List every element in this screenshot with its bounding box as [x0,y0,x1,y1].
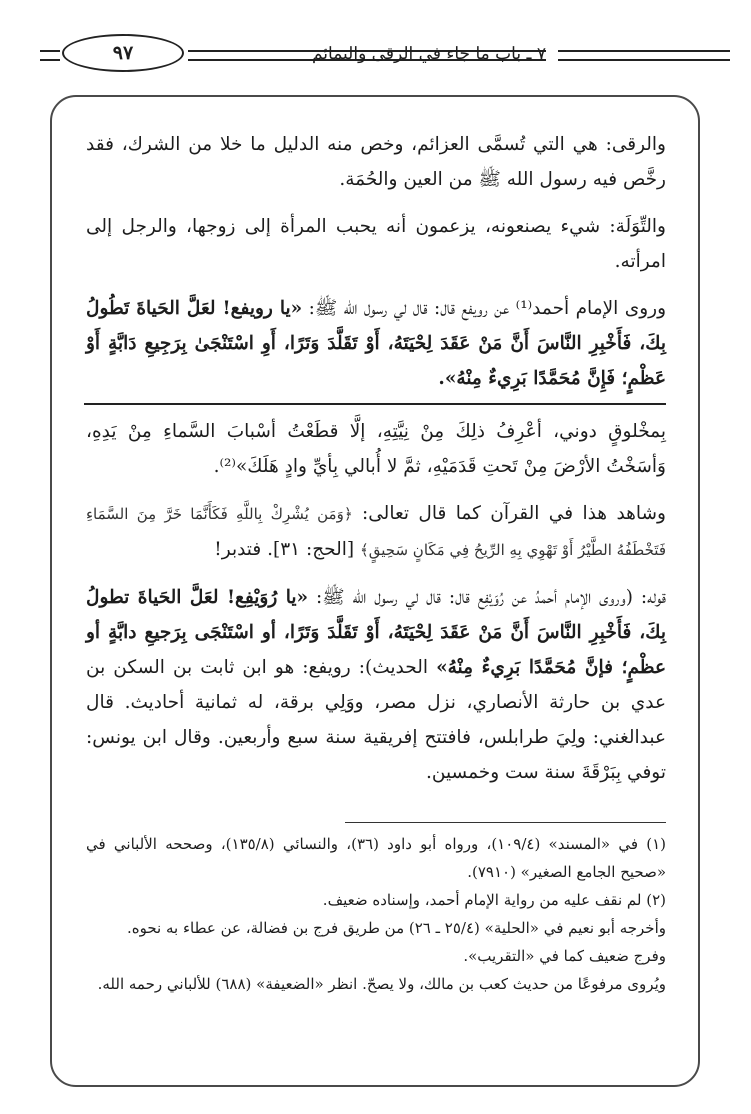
chapter-title: ٧ ـ باب ما جاء في الرقى والتمائم [311,44,546,64]
header-rule-right [558,50,730,61]
hadith-text: «يا رويفع! لعَلَّ الحَياةَ تَطُولُ بِكَ، فَأَخْبِرِ النَّاسَ أَنَّ مَنْ عَقَدَ لِحْيَتَهُ، أَوْ تَقَلَّدَ وَتَرًا، أَوِ اسْتَنْجَىٰ بِرَجِيعِ دَابَّةٍ أَوْ عَظْمٍ؛ فَإِنَّ مُحَمَّدًا بَرِيءٌ مِنْهُ». [86,298,666,389]
main-text-block [86,127,666,396]
paragraph-tiwala: والتِّوَلَة: شيء يصنعونه، يزعمون أنه يحبب المرأة إلى زوجها، والرجل إلى امرأته. [86,216,666,272]
hadith-intro: وروى الإمام أحمد⁽¹⁾ عن رويفع قال: قال لي رسول الله ﷺ: [302,298,667,319]
commentary-hadith: «يا رُوَيْفِع! لعَلَّ الحَياةَ تطولُ بِكَ، فَأَخْبِرِ النَّاسَ أَنَّ مَنْ عَقَدَ لِحْيَتَهُ، أَوْ تَقَلَّدَ وَتَرًا، أو اسْتَنْجَى بِرَجيعِ دابَّةٍ أو عظْمٍ؛ فإنَّ مُحَمَّدًا بَرِيءٌ مِنْهُ» [86,587,666,678]
witness-reference: [الحج: ٣١]. فتدبر! [214,539,360,560]
commentary-narrator: الحديث): رويفع: هو ابن ثابت بن السكن بن عدي بن حارثة الأنصاري، نزل مصر، ووَلِي برقة، له ثمانية أحاديث. قال عبدالغني: ولِيَ طرابلس، فافتتح إفريقية سنة سبع وأربعين. وقال ابن يونس: توفي بِبَرْقَةَ سنة ست وخمسين. [86,657,666,783]
footnote-1: (١) في «المسند» (١٠٩/٤)، ورواه أبو داود (٣٦)، والنسائي (١٣٥/٨)، وصححه الألباني في «صحيح الجامع الصغير» (٧٩١٠). [86,835,666,881]
footnotes [86,830,666,998]
page-number: ٩٧ [62,34,184,72]
footnote-divider [345,822,666,823]
paragraph-continuation: بِمخْلوقٍ دوني، أعْرِفُ ذلِكَ مِنْ نِيَّتِهِ، إلَّا قطَعْتُ أسْبابَ السَّماءِ مِنْ يَدِهِ، وَأسَخْتُ الأرْضَ مِنْ تَحتِ قَدَمَيْهِ، ثمَّ لا أُبالي بِأيِّ وادٍ هَلَكَ»⁽²⁾. [86,421,666,477]
header-rule-left [40,50,60,61]
paragraph-ruqa: والرقى: هي التي تُسمَّى العزائم، وخص منه الدليل ما خلا من الشرك، فقد رخَّص فيه رسول الله ﷺ من العين والحُمَة. [86,134,666,190]
footnote-2: (٢) لم نقف عليه من رواية الإمام أحمد، وإسناده ضعيف. [322,891,666,909]
commentary-intro: قوله: (وروى الإمام أحمدُ عن رُوَيْفِع قال: قال لي رسول الله ﷺ: [308,587,666,608]
section-divider [84,403,666,405]
paragraph-quran-witness [86,496,666,568]
commentary-block [86,414,666,790]
page-header [40,40,730,74]
quran-verse: ﴿وَمَن يُشْرِكْ بِاللَّهِ فَكَأَنَّمَا خَرَّ مِنَ السَّمَاءِ فَتَخْطَفُهُ الطَّيْرُ أَوْ تَهْوِي بِهِ الرِّيحُ فِي مَكَانٍ سَحِيقٍ﴾ [86,505,666,559]
paragraph-commentary [86,580,666,790]
paragraph-hadith [86,291,666,396]
witness-intro: وشاهد هذا في القرآن كما قال تعالى: [352,503,666,524]
footnote-2-line-2: وأخرجه أبو نعيم في «الحلية» (٢٥/٤ ـ ٢٦) من طريق فرج بن فضالة، عن عطاء به نحوه. [126,919,666,937]
footnote-2-line-3: وفرج ضعيف كما في «التقريب». [463,947,666,965]
footnote-2-line-4: ويُروى مرفوعًا من حديث كعب بن مالك، ولا يصحّ. انظر «الضعيفة» (٦٨٨) للألباني رحمه الله. [97,975,666,993]
